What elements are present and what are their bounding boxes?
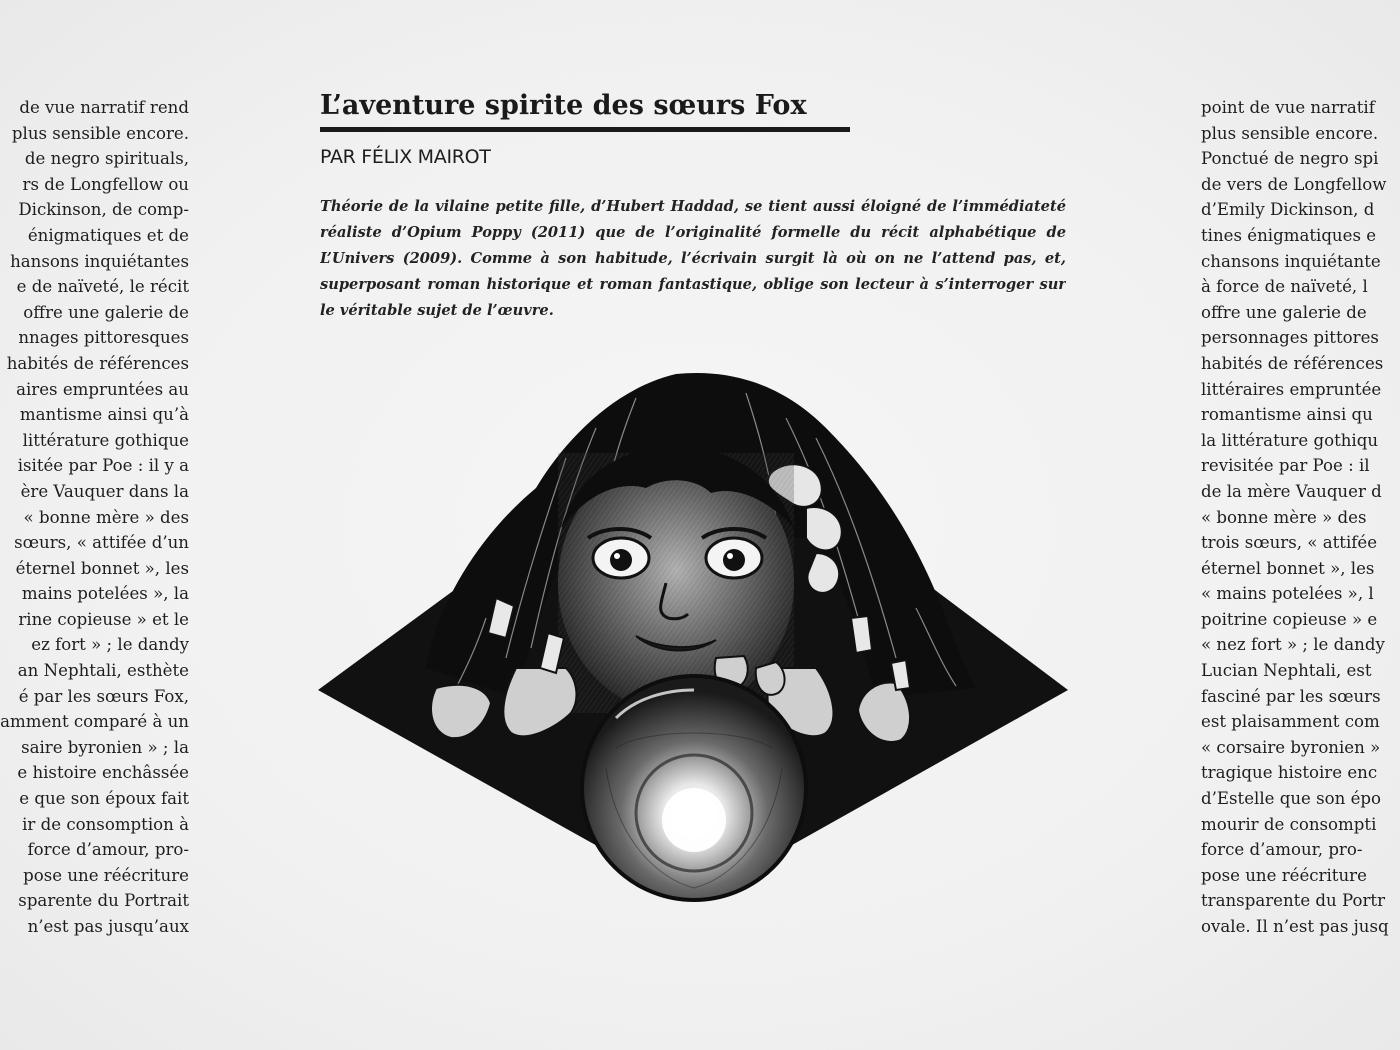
text-line: Dickinson, de comp-: [18, 200, 189, 220]
text-line: an Nephtali, esthète: [17, 661, 189, 681]
text-line: offre une galerie de: [1201, 302, 1367, 322]
text-line: revisitée par Poe : il: [1201, 456, 1370, 476]
text-line: rs de Longfellow ou: [22, 174, 189, 194]
text-line: pose une réécriture: [1201, 865, 1367, 885]
text-line: de la mère Vauquer d: [1201, 481, 1382, 501]
text-line: habités de références: [1201, 353, 1384, 373]
text-line: point de vue narratif: [1201, 98, 1375, 117]
text-line: transparente du Portr: [1201, 891, 1386, 911]
text-line: ez fort » ; le dandy: [31, 635, 189, 655]
text-line: rine copieuse » et le: [18, 609, 189, 629]
text-line: chansons inquiétante: [1201, 251, 1381, 271]
text-line: aires empruntées au: [16, 379, 189, 399]
text-line: tragique histoire enc: [1201, 763, 1378, 783]
text-line: mourir de consompti: [1201, 814, 1377, 834]
text-line: L’Univers (2009). Comme à son habitude, l’écrivain surgit là où on ne l’attend pas, et,: [320, 250, 1066, 267]
text-line: romantisme ainsi qu: [1201, 405, 1373, 425]
text-line: superposant roman historique et roman fantastique, oblige son lecteur à s’interroger sur: [320, 276, 1066, 293]
title-underline: [320, 127, 850, 132]
text-line: à force de naïveté, l: [1201, 277, 1368, 297]
text-line: éternel bonnet », les: [15, 558, 189, 578]
text-line: e que son époux fait: [19, 789, 189, 809]
text-line: e histoire enchâssée: [17, 763, 189, 783]
text-line: saire byronien » ; la: [21, 737, 189, 757]
text-line: d’Estelle que son épo: [1201, 789, 1382, 809]
text-line: fasciné par les sœurs: [1201, 686, 1381, 706]
text-line: Lucian Nephtali, est: [1201, 661, 1372, 681]
text-line: énigmatiques et de: [27, 225, 189, 245]
text-line: force d’amour, pro-: [1201, 840, 1363, 860]
text-line: mantisme ainsi qu’à: [19, 405, 189, 425]
text-line: nnages pittoresques: [18, 328, 189, 348]
text-line: éternel bonnet », les: [1201, 558, 1375, 578]
text-line: trois sœurs, « attifée: [1201, 533, 1378, 553]
text-line: le véritable sujet de l’œuvre.: [320, 302, 554, 319]
right-text-column: [1201, 95, 1400, 940]
girl-with-crystal-ball-illustration: [316, 368, 1072, 904]
text-line: pose une réécriture: [23, 865, 189, 885]
text-line: « nez fort » ; le dandy: [1201, 635, 1385, 655]
text-line: ovale. Il n’est pas jusq: [1201, 917, 1389, 936]
text-line: la littérature gothiqu: [1201, 430, 1379, 450]
article-title: L’aventure spirite des sœurs Fox: [320, 90, 807, 121]
text-line: « mains potelées », l: [1201, 584, 1374, 604]
text-line: tines énigmatiques e: [1201, 225, 1377, 245]
text-line: ère Vauquer dans la: [20, 481, 189, 501]
text-line: est plaisamment com: [1201, 712, 1380, 732]
text-line: n’est pas jusqu’aux: [27, 917, 189, 936]
text-line: « bonne mère » des: [1201, 507, 1367, 527]
text-line: Théorie de la vilaine petite fille, d’Hubert Haddad, se tient aussi éloigné de l’immédiateté: [320, 198, 1066, 215]
text-line: « bonne mère » des: [23, 507, 189, 527]
text-line: plus sensible encore.: [11, 123, 189, 143]
text-line: é par les sœurs Fox,: [18, 686, 189, 706]
text-line: habités de références: [6, 353, 189, 373]
article-byline: PAR FÉLIX MAIROT: [320, 146, 491, 168]
text-line: e de naïveté, le récit: [16, 277, 189, 297]
text-line: de vers de Longfellow: [1201, 174, 1387, 194]
text-line: mains potelées », la: [21, 584, 189, 604]
text-line: force d’amour, pro-: [27, 840, 189, 860]
article-lead: [320, 194, 1066, 324]
text-line: sparente du Portrait: [18, 891, 189, 911]
text-line: plus sensible encore.: [1201, 123, 1379, 143]
text-line: réaliste d’Opium Poppy (2011) que de l’originalité formelle du récit alphabétique de: [320, 224, 1066, 241]
text-line: sœurs, « attifée d’un: [14, 533, 189, 553]
text-line: poitrine copieuse » e: [1201, 609, 1378, 629]
text-line: de negro spirituals,: [24, 149, 189, 169]
text-line: hansons inquiétantes: [10, 251, 189, 271]
text-line: littérature gothique: [22, 430, 189, 450]
text-line: offre une galerie de: [23, 302, 189, 322]
text-line: Ponctué de negro spi: [1201, 149, 1379, 169]
text-line: « corsaire byronien »: [1201, 737, 1381, 757]
left-text-column: [0, 95, 189, 940]
text-line: ir de consomption à: [22, 814, 189, 834]
text-line: amment comparé à un: [0, 712, 189, 732]
text-line: d’Emily Dickinson, d: [1201, 200, 1375, 220]
text-line: littéraires empruntée: [1201, 379, 1382, 399]
text-line: de vue narratif rend: [19, 98, 189, 117]
text-line: personnages pittores: [1201, 328, 1379, 348]
text-line: isitée par Poe : il y a: [17, 456, 189, 476]
